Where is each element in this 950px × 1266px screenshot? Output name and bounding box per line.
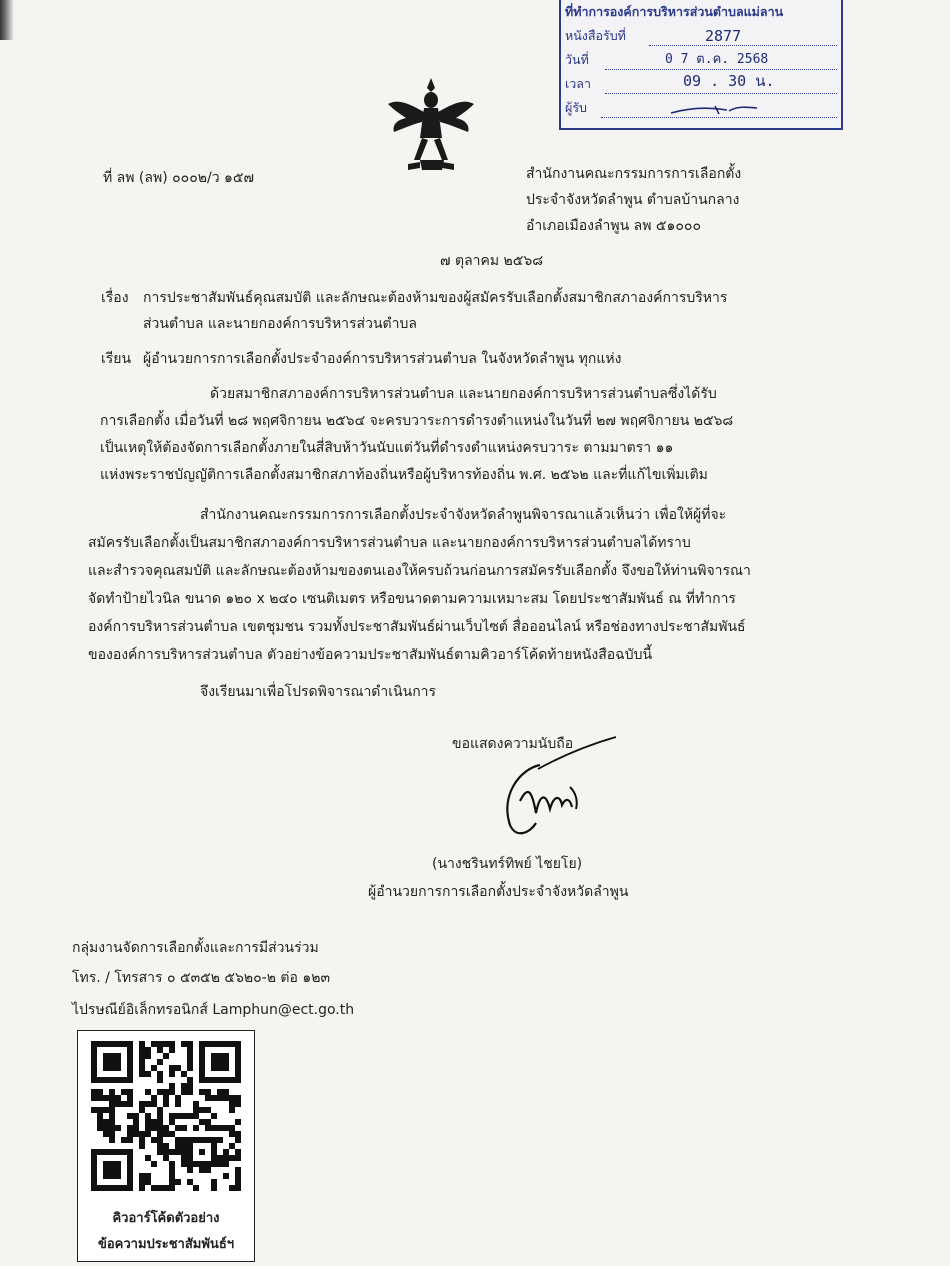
subject-line-2: ส่วนตำบล และนายกองค์การบริหารส่วนตำบล: [143, 316, 417, 332]
stamp-org-row: [565, 0, 837, 26]
page-edge-shadow: [0, 0, 14, 40]
stamp-org-line: ที่ทำการองค์การบริหารส่วนตำบลแม่ลาน: [565, 4, 784, 19]
contact-email: ไปรษณีย์อิเล็กทรอนิกส์ Lamphun@ect.go.th: [72, 1002, 355, 1018]
para2-line: และสำรวจคุณสมบัติ และลักษณะต้องห้ามของตนเองให้ครบถ้วนก่อนการสมัครรับเลือกตั้ง จึงขอให้ท่านพิจารณา: [88, 563, 751, 579]
receiving-stamp: [559, 0, 843, 130]
para1-line: ด้วยสมาชิกสภาองค์การบริหารส่วนตำบล และนายกองค์การบริหารส่วนตำบลซึ่งได้รับ: [210, 386, 717, 402]
recipient-text: ผู้อำนวยการการเลือกตั้งประจำองค์การบริหารส่วนตำบล ในจังหวัดลำพูน ทุกแห่ง: [143, 351, 622, 367]
para1-line: แห่งพระราชบัญญัติการเลือกตั้งสมาชิกสภาท้องถิ่นหรือผู้บริหารท้องถิ่น พ.ศ. ๒๕๖๒ และที่แก้ไขเพิ่มเติม: [100, 467, 708, 483]
para2-line: องค์การบริหารส่วนตำบล เขตชุมชน รวมทั้งประชาสัมพันธ์ผ่านเว็บไซต์ สื่อออนไลน์ หรือช่องทางประชาสัมพันธ์: [88, 619, 746, 635]
stamp-time: 09 . 30 น.: [683, 72, 775, 90]
stamp-received-label: หนังสือรับที่: [565, 28, 626, 43]
para2-line: ขององค์การบริหารส่วนตำบล ตัวอย่างข้อความประชาสัมพันธ์ตามคิวอาร์โค้ดท้ายหนังสือฉบับนี้: [88, 647, 653, 663]
contact-phone: โทร. / โทรสาร ๐ ๕๓๕๒ ๕๖๒๐-๒ ต่อ ๑๒๓: [72, 970, 331, 986]
garuda-emblem-icon: [386, 74, 476, 174]
document-number: ที่ ลพ (ลพ) ๐๐๐๒/ว ๑๕๗: [103, 170, 255, 186]
qr-code-icon: [91, 1041, 241, 1191]
para1-line: เป็นเหตุให้ต้องจัดการเลือกตั้งภายในสี่สิบห้าวันนับแต่วันที่ดำรงตำแหน่งครบวาระ ตามมาตรา ๑๑: [100, 440, 674, 456]
qr-caption-2: ข้อความประชาสัมพันธ์ฯ: [97, 1237, 235, 1252]
stamp-receiver-label: ผู้รับ: [565, 100, 587, 115]
contact-unit: กลุ่มงานจัดการเลือกตั้งและการมีส่วนร่วม: [72, 940, 319, 956]
stamp-received-row: [565, 24, 837, 50]
office-line-3: อำเภอเมืองลำพูน ลพ ๕๑๐๐๐: [526, 218, 702, 234]
para2-line: จัดทำป้ายไวนิล ขนาด ๑๒๐ x ๒๔๐ เซนติเมตร หรือขนาดตามความเหมาะสม โดยประชาสัมพันธ์ ณ ที่ทำการ: [88, 591, 736, 607]
subject-line-1: การประชาสัมพันธ์คุณสมบัติ และลักษณะต้องห้ามของผู้สมัครรับเลือกตั้งสมาชิกสภาองค์การบริหาร: [143, 290, 728, 306]
regards-line: ขอแสดงความนับถือ: [452, 736, 574, 752]
qr-code-box: [77, 1030, 255, 1262]
handwritten-signature: [480, 735, 620, 845]
office-line-2: ประจำจังหวัดลำพูน ตำบลบ้านกลาง: [526, 192, 740, 208]
stamp-time-row: [565, 72, 837, 98]
stamp-receiver-row: [565, 96, 837, 122]
closing-line: จึงเรียนมาเพื่อโปรดพิจารณาดำเนินการ: [200, 684, 437, 700]
para2-line: สำนักงานคณะกรรมการการเลือกตั้งประจำจังหวัดลำพูนพิจารณาแล้วเห็นว่า เพื่อให้ผู้ที่จะ: [200, 507, 727, 523]
office-line-1: สำนักงานคณะกรรมการการเลือกตั้ง: [526, 166, 742, 182]
document-date: ๗ ตุลาคม ๒๕๖๘: [440, 253, 544, 269]
para2-line: สมัครรับเลือกตั้งเป็นสมาชิกสภาองค์การบริหารส่วนตำบล และนายกองค์การบริหารส่วนตำบลได้ทราบ: [88, 535, 691, 551]
stamp-received-no: 2877: [705, 27, 742, 45]
recipient-label: เรียน: [101, 351, 132, 367]
stamp-time-label: เวลา: [565, 76, 591, 91]
signer-name: (นางชรินทร์ทิพย์ ไชยโย): [432, 856, 583, 872]
stamp-receiver-signature: [669, 102, 759, 118]
stamp-date-label: วันที่: [565, 52, 589, 67]
qr-caption-1: คิวอาร์โค้ดตัวอย่าง: [112, 1211, 220, 1226]
stamp-date: 0 7 ต.ค. 2568: [665, 52, 769, 67]
para1-line: การเลือกตั้ง เมื่อวันที่ ๒๘ พฤศจิกายน ๒๕๖๔ จะครบวาระการดำรงตำแหน่งในวันที่ ๒๗ พฤศจิกายน ๒๕๖๘: [100, 413, 734, 429]
signer-title: ผู้อำนวยการการเลือกตั้งประจำจังหวัดลำพูน: [368, 884, 629, 900]
subject-label: เรื่อง: [101, 290, 129, 306]
